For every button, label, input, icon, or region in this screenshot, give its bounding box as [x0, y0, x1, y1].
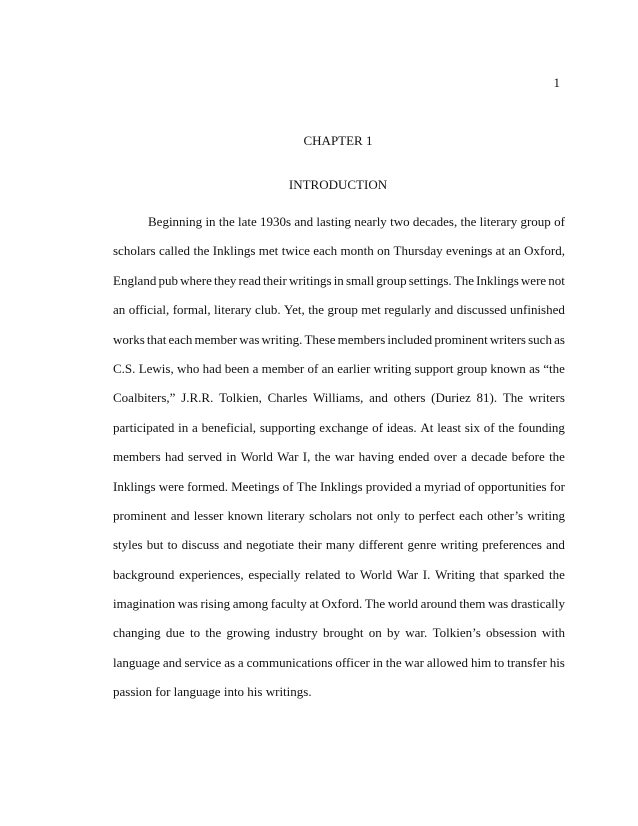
paragraph-line: scholars called the Inklings met twice each month on Thursday evenings at an Oxford, [113, 243, 565, 259]
paragraph-line: background experiences, especially related to World War I. Writing that sparked the [113, 566, 565, 582]
paragraph-line: language and service as a communications officer in the war allowed him to transfer his [113, 654, 565, 670]
paragraph-line: participated in a beneficial, supporting exchange of ideas. At least six of the founding [113, 419, 565, 435]
paragraph-line: members had served in World War I, the war having ended over a decade before the [113, 449, 565, 465]
paragraph-line: imagination was rising among faculty at Oxford. The world around them was drastically [113, 596, 565, 612]
paragraph-line: Inklings were formed. Meetings of The Inklings provided a myriad of opportunities for [113, 478, 565, 494]
paragraph-line: works that each member was writing. These members included prominent writers such as [113, 331, 565, 347]
paragraph-line: an official, formal, literary club. Yet, the group met regularly and discussed unfinished [113, 302, 565, 318]
paragraph-line: passion for language into his writings. [113, 684, 312, 700]
paragraph-line: Coalbiters,” J.R.R. Tolkien, Charles Williams, and others (Duriez 81). The writers [113, 390, 565, 406]
body-paragraph [113, 207, 565, 707]
paragraph-line: C.S. Lewis, who had been a member of an earlier writing support group known as “the [113, 360, 565, 376]
paragraph-line: Beginning in the late 1930s and lasting nearly two decades, the literary group of [148, 214, 565, 229]
paragraph-line: England pub where they read their writings in small group settings. The Inklings were not [113, 272, 565, 288]
paragraph-line: changing due to the growing industry brought on by war. Tolkien’s obsession with [113, 625, 565, 641]
paragraph-line: prominent and lesser known literary scholars not only to perfect each other’s writing [113, 507, 565, 523]
section-heading: INTRODUCTION [288, 177, 388, 192]
paragraph-line: styles but to discuss and negotiate their many different genre writing preferences and [113, 537, 565, 553]
chapter-heading: CHAPTER 1 [303, 133, 373, 148]
page-number: 1 [553, 75, 560, 90]
